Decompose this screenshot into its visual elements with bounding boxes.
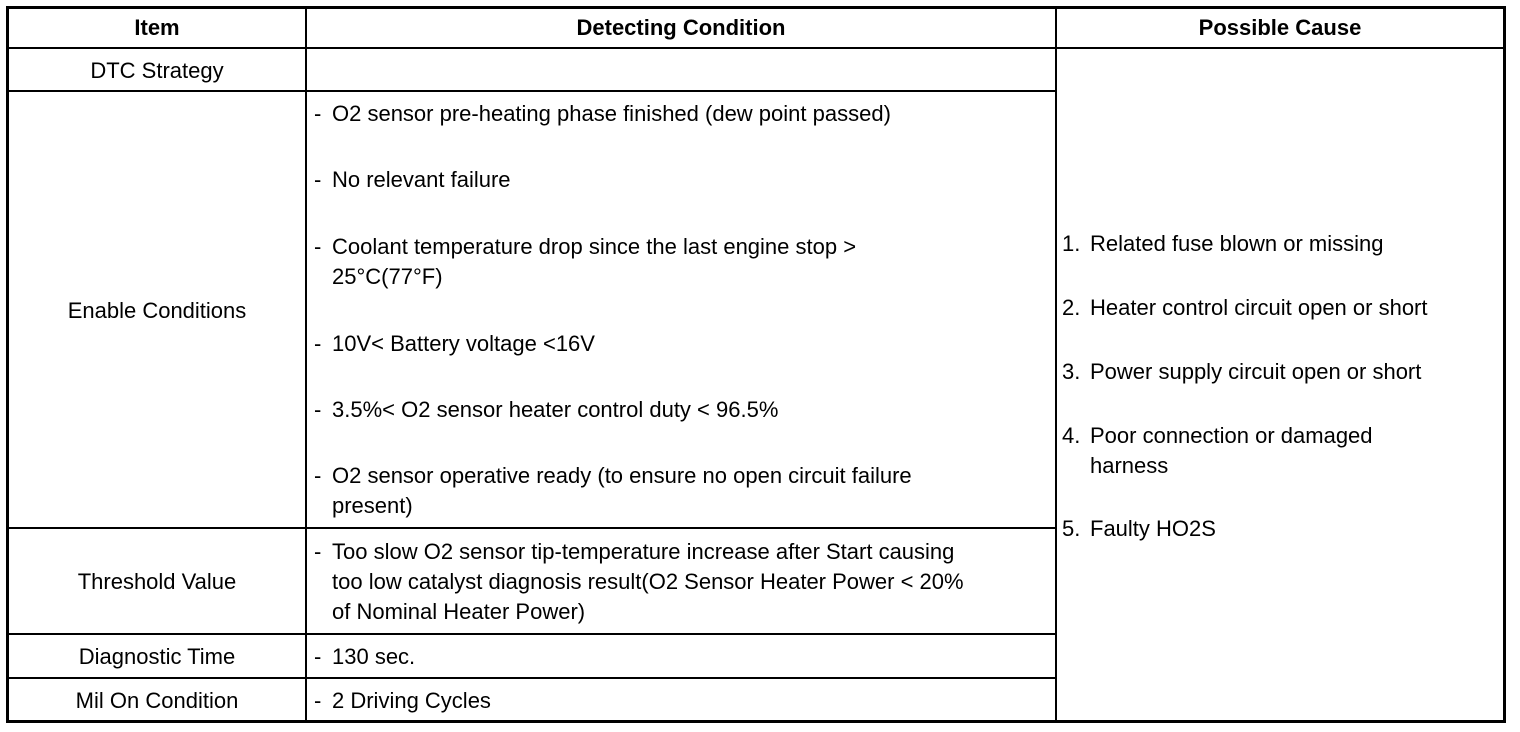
diagnostic-time-text: 130 sec. — [332, 644, 416, 669]
possible-cause-4 — [1062, 421, 1373, 481]
diagnostic-time-condition — [314, 642, 415, 672]
bullet-dash: - — [314, 688, 322, 713]
possible-cause-2 — [1062, 293, 1428, 323]
column-divider-2 — [1055, 6, 1057, 723]
column-divider-1 — [305, 6, 307, 723]
enable-condition-text: 3.5%< O2 sensor heater control duty < 96.5% — [332, 397, 779, 422]
cause-number: 1. — [1062, 231, 1081, 256]
possible-cause-1 — [1062, 229, 1383, 259]
threshold-condition-text: Too slow O2 sensor tip-temperature increase after Start causing too low catalyst diagnosis result(O2 Sensor Heater Power < 20% of Nominal Heater Power) — [332, 539, 964, 624]
header-divider — [6, 47, 1506, 49]
bullet-dash: - — [314, 539, 322, 564]
bullet-dash: - — [314, 644, 322, 669]
mil-on-condition — [314, 686, 491, 716]
enable-condition-5 — [314, 395, 778, 425]
bullet-dash: - — [314, 167, 322, 192]
header-detecting-condition: Detecting Condition — [576, 15, 786, 40]
enable-condition-text: No relevant failure — [332, 167, 511, 192]
enable-condition-text: Coolant temperature drop since the last engine stop > 25°C(77°F) — [332, 234, 857, 289]
header-item: Item — [134, 15, 180, 40]
bullet-dash: - — [314, 463, 322, 488]
enable-condition-text: O2 sensor pre-heating phase finished (dew point passed) — [332, 101, 891, 126]
bullet-dash: - — [314, 397, 322, 422]
cause-text: Power supply circuit open or short — [1090, 359, 1422, 384]
threshold-condition — [314, 537, 964, 627]
possible-cause-5 — [1062, 514, 1216, 544]
enable-condition-text: O2 sensor operative ready (to ensure no open circuit failure present) — [332, 463, 912, 518]
cause-text: Faulty HO2S — [1090, 516, 1216, 541]
possible-cause-3 — [1062, 357, 1421, 387]
header-possible-cause: Possible Cause — [1198, 15, 1362, 40]
item-diagnostic-time: Diagnostic Time — [78, 644, 236, 669]
bullet-dash: - — [314, 331, 322, 356]
mil-on-condition-text: 2 Driving Cycles — [332, 688, 491, 713]
item-dtc-strategy: DTC Strategy — [90, 58, 224, 83]
enable-condition-1 — [314, 99, 891, 129]
bullet-dash: - — [314, 234, 322, 259]
enable-condition-text: 10V< Battery voltage <16V — [332, 331, 595, 356]
bullet-dash: - — [314, 101, 322, 126]
enable-condition-2 — [314, 165, 511, 195]
enable-condition-3 — [314, 232, 856, 292]
cause-text: Related fuse blown or missing — [1090, 231, 1384, 256]
item-threshold-value: Threshold Value — [77, 569, 237, 594]
row-divider-4 — [6, 677, 1056, 679]
cause-number: 2. — [1062, 295, 1081, 320]
item-enable-conditions: Enable Conditions — [67, 298, 247, 323]
row-divider-1 — [6, 90, 1056, 92]
row-divider-3 — [6, 633, 1056, 635]
item-mil-on-condition: Mil On Condition — [75, 688, 239, 713]
cause-number: 3. — [1062, 359, 1081, 384]
cause-number: 5. — [1062, 516, 1081, 541]
cause-number: 4. — [1062, 423, 1081, 448]
enable-condition-6 — [314, 461, 912, 521]
cause-text: Poor connection or damaged harness — [1090, 423, 1373, 478]
cause-text: Heater control circuit open or short — [1090, 295, 1428, 320]
row-divider-2 — [6, 527, 1056, 529]
enable-condition-4 — [314, 329, 595, 359]
